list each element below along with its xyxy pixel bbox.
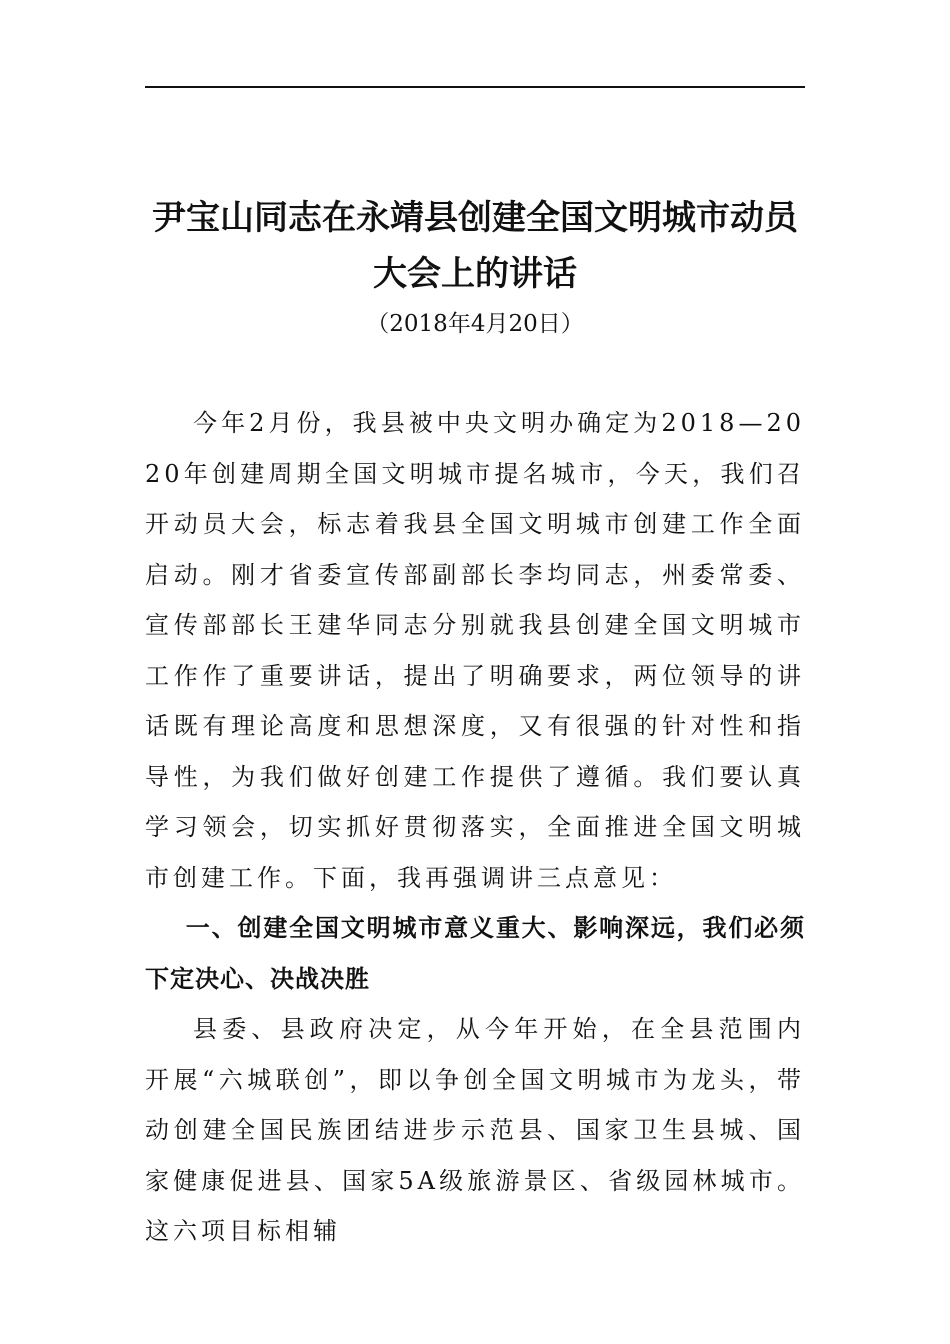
paragraph-section-1: 县委、县政府决定，从今年开始，在全县范围内开展“六城联创”，即以争创全国文明城市为龙头，带动创建全国民族团结进步示范县、国家卫生县城、国家健康促进县、国家5A级旅游景区、省级园林城市。这六项目标相辅 xyxy=(145,1015,805,1245)
section-heading-1: 一、创建全国文明城市意义重大、影响深远，我们必须下定决心、决战决胜 xyxy=(145,914,805,993)
document-title: 尹宝山同志在永靖县创建全国文明城市动员大会上的讲话 xyxy=(152,198,798,294)
header-rule xyxy=(145,86,805,88)
document-body xyxy=(145,398,805,1257)
paragraph-intro: 今年2月份，我县被中央文明办确定为2018—2020年创建周期全国文明城市提名城市，今天，我们召开动员大会，标志着我县全国文明城市创建工作全面启动。刚才省委宣传部副部长李均同志，州委常委、宣传部部长王建华同志分别就我县创建全国文明城市工作作了重要讲话，提出了明确要求，两位领导的讲话既有理论高度和思想深度，又有很强的针对性和指导性，为我们做好创建工作提供了遵循。我们要认真学习领会，切实抓好贯彻落实，全面推进全国文明城市创建工作。下面，我再强调讲三点意见： xyxy=(145,409,805,892)
document-date: （2018年4月20日） xyxy=(366,311,584,337)
